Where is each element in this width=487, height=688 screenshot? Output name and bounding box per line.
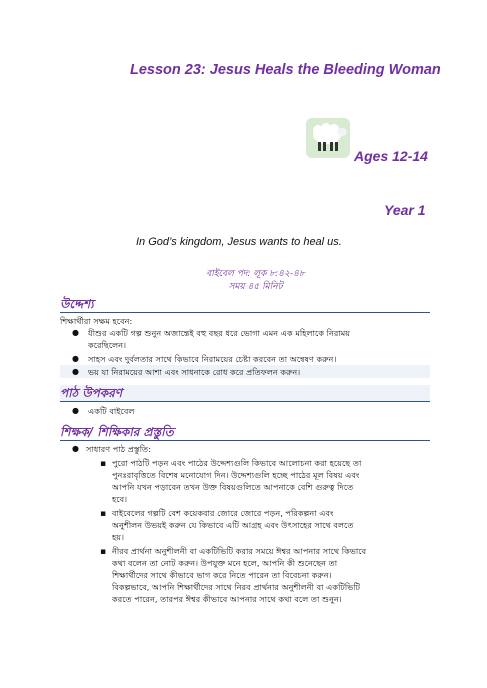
preparation-item: পুনঃরাবৃত্তিতে বিশেষ মনোযোগ দিন। উদ্দেশ্যগুলি হচ্ছে পাঠের মূল বিষয় এবং	[112, 470, 360, 480]
objectives-intro: শিক্ষার্থীরা সক্ষম হবেন:	[60, 316, 133, 326]
objective-item: ভয় যা নিরাময়ের আশা এবং সাধনাকে রোধ করে প্রতিফলন করুন।	[88, 367, 301, 377]
materials-heading: পাঠ উপকরণ	[60, 385, 430, 402]
lesson-theme: In God’s kingdom, Jesus wants to heal us.	[136, 236, 342, 248]
preparation-item: পুরো পাঠটি পড়ন এবং পাঠের উদ্দেশ্যগুলি কিভাবে আলোচনা করা হয়েছে তা	[112, 458, 362, 468]
objectives-heading: উদ্দেশ্য	[60, 296, 430, 313]
preparation-item: করতে পারেন, তারপর ঈশ্বর কীভাবে আপনার সাথে কথা বলে তা শুনুন।	[112, 594, 342, 604]
preparation-item: হয়।	[112, 532, 125, 542]
preparation-item: নীরব প্রার্থনা অনুশীলনী বা একটিভিটি করার সময়ে ঈশ্বর আপনার সাথে কিভাবে	[112, 546, 367, 556]
bullet-icon: ●	[72, 328, 79, 337]
objective-item: যীশুর একটি গল্প শুনুন অজান্তেই বহু বছর ধরে ভোগা এমন এক মহিলাকে নিরাময়	[88, 328, 351, 338]
square-bullet-icon: ▪	[100, 547, 107, 557]
bullet-icon: ●	[72, 367, 79, 376]
preparation-item: আপনি যখন পড়াবেন তখন উক্ত বিষয়গুলিতে আপনাকে বেশি গুরুত্ব দিতে	[112, 482, 354, 492]
age-range: Ages 12-14	[354, 148, 428, 164]
square-bullet-icon: ▪	[100, 459, 107, 469]
year-label: Year 1	[384, 202, 426, 218]
preparation-item: কথা বলেন তা নোট করুন। উপযুক্ত মনে হলে, আপনি কী শুনেছেন তা	[112, 558, 338, 568]
sheep-icon	[306, 118, 350, 162]
objective-item: সাহস এবং দুর্বলতার সাথে কিভাবে নিরাময়ের চেষ্টা করবেন তা অন্বেষণ করুন।	[88, 354, 337, 364]
preparation-item: শিক্ষার্থীদের সাথে কীভাবে ভাগ করে নিতে পারেন তা বিবেচনা করুন।	[112, 570, 332, 580]
material-item: একটি বাইবেল	[88, 406, 135, 416]
preparation-heading: শিক্ষক/ শিক্ষিকার প্রস্তুতি	[60, 424, 430, 441]
square-bullet-icon: ▪	[100, 509, 107, 519]
bullet-icon: ●	[72, 444, 79, 453]
preparation-item: অনুশীলন উভয়ই করুন যে কিভাবে এটি আগ্রহ এবং উৎসাহের সাথে বলতে	[112, 520, 354, 530]
general-preparation-label: সাধারণ পাঠ প্রস্তুতি:	[86, 444, 151, 454]
lesson-title: Lesson 23: Jesus Heals the Bleeding Woman	[130, 62, 441, 78]
preparation-item: বাইবেলের গল্পটি বেশ কয়েকবার জোরে জোরে পড়ন, পরিকল্পনা এবং	[112, 508, 334, 518]
lesson-duration: সময় ৪৫ মিনিট	[228, 282, 283, 292]
objective-item: করেছিলেন।	[88, 340, 127, 350]
preparation-item: বিকল্পভাবে, আপনি শিক্ষার্থীদের সাথে নিরব প্রার্থনার অনুশীলনী বা একটিভিটি	[112, 582, 361, 592]
bullet-icon: ●	[72, 354, 79, 363]
bible-verse-reference: বাইবেল পদ: লূক ৮:৪২-৪৮	[206, 269, 305, 279]
preparation-item: হবে।	[112, 494, 128, 504]
bullet-icon: ●	[72, 406, 79, 415]
